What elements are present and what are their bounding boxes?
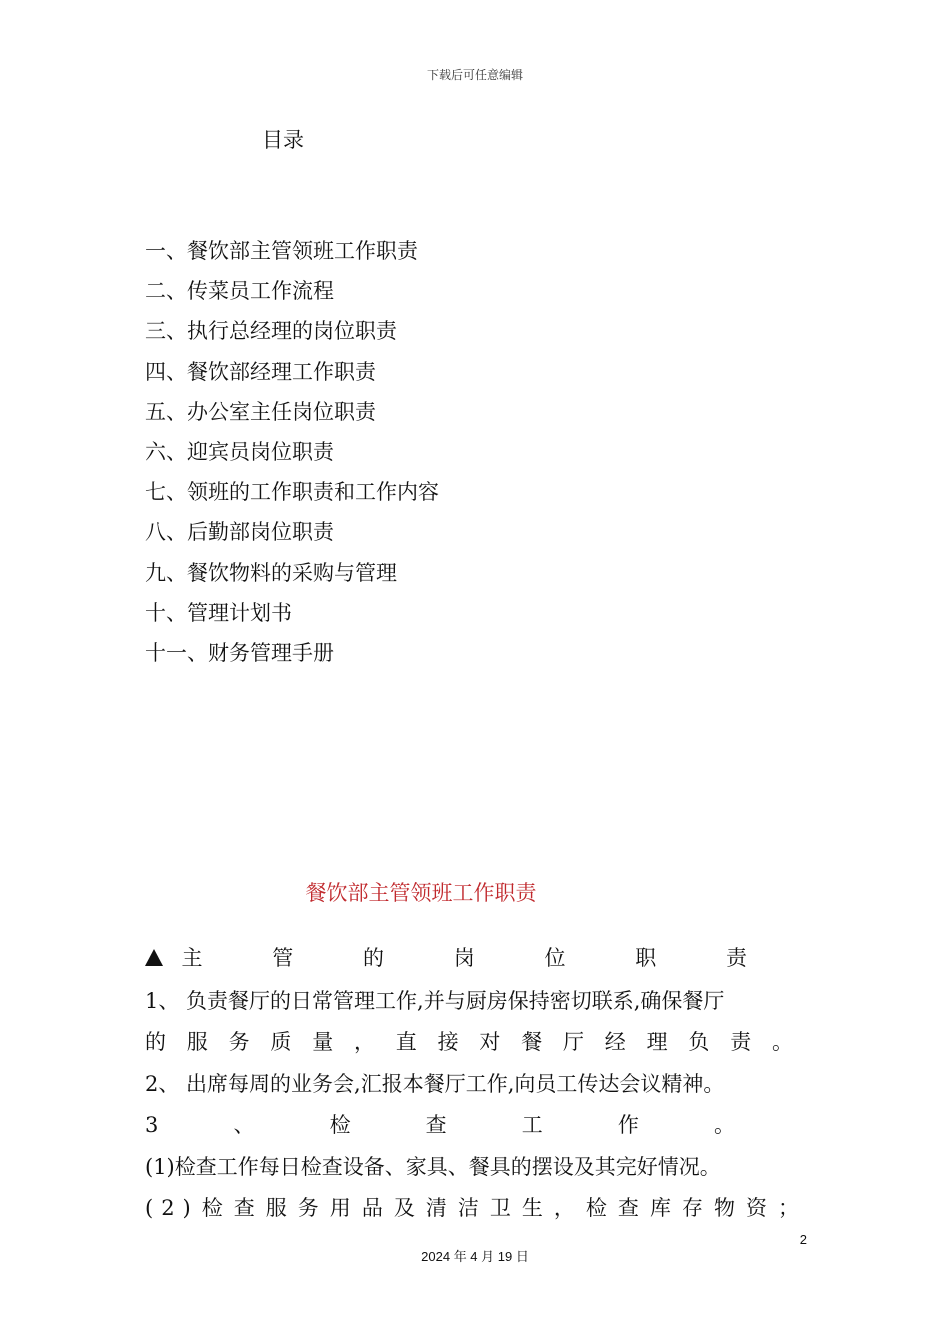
page-number: 2 xyxy=(799,1232,807,1247)
toc-list xyxy=(145,234,439,676)
header-note: 下载后可任意编辑 xyxy=(426,68,523,82)
toc-item: 二、传菜员工作流程 xyxy=(145,279,334,304)
toc-item: 一、餐饮部主管领班工作职责 xyxy=(145,239,418,263)
duty-heading: 主管的岗位职责 xyxy=(181,946,807,970)
toc-title: 目录 xyxy=(262,128,304,152)
item1-line1: 1、 负责餐厅的日常管理工作,并与厨房保持密切联系,确保餐厅 xyxy=(145,989,725,1013)
sub-item2: (2)检查服务用品及清洁卫生，检查库存物资； xyxy=(145,1196,807,1220)
item1-line2: 的服务质量，直接对餐厅经理负责。 xyxy=(145,1030,807,1054)
toc-item: 八、后勤部岗位职责 xyxy=(145,520,334,545)
item2: 2、 出席每周的业务会,汇报本餐厅工作,向员工传达会议精神。 xyxy=(145,1072,725,1096)
item3: 3、检查工作。 xyxy=(145,1113,807,1137)
toc-item: 十一、财务管理手册 xyxy=(145,640,334,665)
toc-item: 七、领班的工作职责和工作内容 xyxy=(145,480,439,505)
toc-item: 五、办公室主任岗位职责 xyxy=(145,399,376,424)
triangle-bullet-icon xyxy=(145,949,163,966)
toc-item: 四、餐饮部经理工作职责 xyxy=(145,359,376,384)
sub-item1: (1)检查工作每日检查设备、家具、餐具的摆设及其完好情况。 xyxy=(145,1155,721,1179)
toc-item: 九、餐饮物料的采购与管理 xyxy=(145,560,397,585)
toc-item: 六、迎宾员岗位职责 xyxy=(145,439,334,464)
duty-heading-line xyxy=(145,942,807,972)
footer-date: 2024 年 4 月 19 日 xyxy=(421,1249,529,1264)
toc-item: 十、管理计划书 xyxy=(145,600,292,625)
toc-item: 三、执行总经理的岗位职责 xyxy=(145,319,397,344)
section-title: 餐饮部主管领班工作职责 xyxy=(305,881,537,905)
